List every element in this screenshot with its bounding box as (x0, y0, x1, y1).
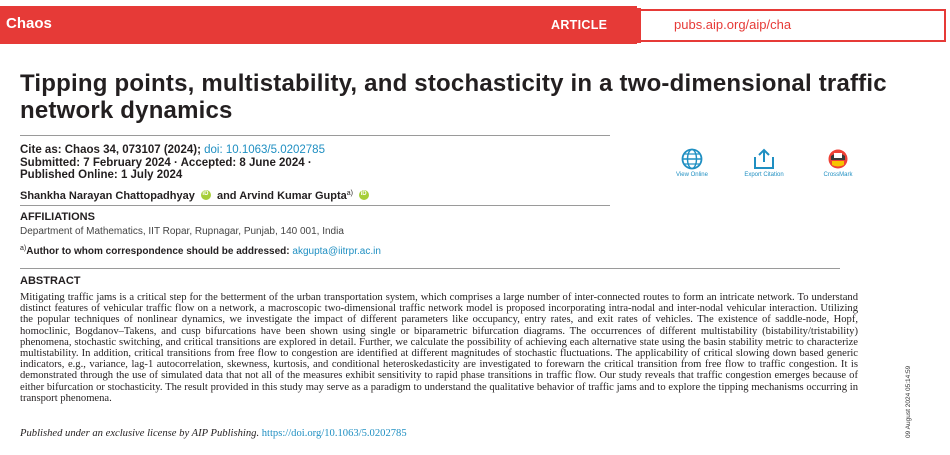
license-doi-link[interactable]: https://doi.org/10.1063/5.0202785 (261, 428, 407, 439)
author-list (20, 190, 372, 202)
journal-header-bar (0, 6, 950, 46)
license-text: Published under an exclusive license by AIP Publishing. (20, 428, 260, 439)
author-footnote-marker: a) (346, 190, 353, 197)
journal-name[interactable]: Chaos (6, 15, 52, 32)
orcid-icon[interactable] (201, 190, 211, 200)
article-title: Tipping points, multistability, and stochasticity in a two-dimensional traffic network dynamics (20, 70, 887, 124)
divider-line (20, 135, 610, 136)
crossmark-icon (823, 148, 853, 170)
doi-link[interactable]: doi: 10.1063/5.0202785 (204, 144, 325, 156)
author-name[interactable]: Arvind Kumar Gupta (239, 190, 347, 202)
license-line (20, 428, 407, 439)
view-online-label: View Online (676, 172, 708, 178)
affiliation-text: Department of Mathematics, IIT Ropar, Rupnagar, Punjab, 140 001, India (20, 226, 344, 237)
abstract-body: Mitigating traffic jams is a critical step for the betterment of the urban transportation system, which comprises a large number of inter-connected routes to form an intricate network. To understand distinct features of vehicular traffic flow on a network, a macroscopic two-dimensional traffic network model is proposed incorporating intra-nodal and inter-nodal vehicular interaction. Utilizing the popular techniques of nonlinear dynamics, we investigate the impact of different parameters like occupancy, entry rates, and exit rates of vehicles. The existence of saddle-node, Hopf, homoclinic, Bogdanov–Takens, and cusp bifurcations have been shown using single or biparametric bifurcation diagrams. The occurrences of different multistability (bistability/tristability) phenomena, stochastic switching, and critical transitions are explored in detail. Further, we calculate the possibility of achieving each alternative state using the basin stability metric to characterize multistability. In addition, critical transitions from free flow to congestion are identified at different magnitudes of stochastic fluctuations. The applicability of critical slowing down based generic indicators, e.g., variance, lag-1 autocorrelation, skewness, kurtosis, and conditional heteroskedasticity are investigated to forewarn the critical transition from free flow to traffic congestion. It is demonstrated through the use of simulated data that not all of the measures exhibit sensitivity to rapid phase transitions in traffic flow. Our study reveals that traffic congestion emerges because of either bifurcation or stochasticity. The result provided in this study may serve as a paradigm to understand the qualitative behavior of traffic jams and to explore the tipping mechanisms occurring in transport phenomena. (20, 292, 858, 404)
correspondence-marker: a) (20, 245, 27, 252)
crossmark-button[interactable] (808, 148, 868, 178)
download-timestamp-text: 09 August 2024 05:14:59 (905, 365, 912, 438)
article-type-label: ARTICLE (551, 18, 608, 32)
view-online-button[interactable] (662, 148, 722, 178)
abstract-heading: ABSTRACT (20, 275, 81, 287)
published-date: Published Online: 1 July 2024 (20, 169, 183, 181)
correspondence-line (20, 245, 381, 257)
crossmark-label: CrossMark (823, 172, 853, 178)
author-connector: and (216, 190, 237, 202)
export-icon (749, 148, 779, 170)
url-box-accent (637, 8, 641, 43)
journal-url-box (641, 9, 946, 42)
submitted-date: Submitted: 7 February 2024 · Accepted: 8 June 2024 · (20, 156, 312, 169)
download-timestamp (905, 340, 915, 440)
citation-block (20, 144, 325, 182)
journal-url-link[interactable]: pubs.aip.org/aip/cha (674, 17, 792, 32)
correspondence-email-link[interactable]: akgupta@iitrpr.ac.in (292, 246, 381, 257)
globe-icon (677, 148, 707, 170)
journal-banner (0, 6, 637, 44)
correspondence-label: Author to whom correspondence should be addressed: (26, 246, 290, 257)
divider-line (20, 268, 840, 269)
affiliations-heading: AFFILIATIONS (20, 211, 95, 223)
author-name[interactable]: Shankha Narayan Chattopadhyay (20, 190, 195, 202)
export-citation-label: Export Citation (744, 172, 784, 178)
export-citation-button[interactable] (734, 148, 794, 178)
cite-as-text: Cite as: Chaos 34, 073107 (2024); (20, 144, 201, 156)
divider-line (20, 205, 610, 206)
orcid-icon[interactable] (359, 190, 369, 200)
